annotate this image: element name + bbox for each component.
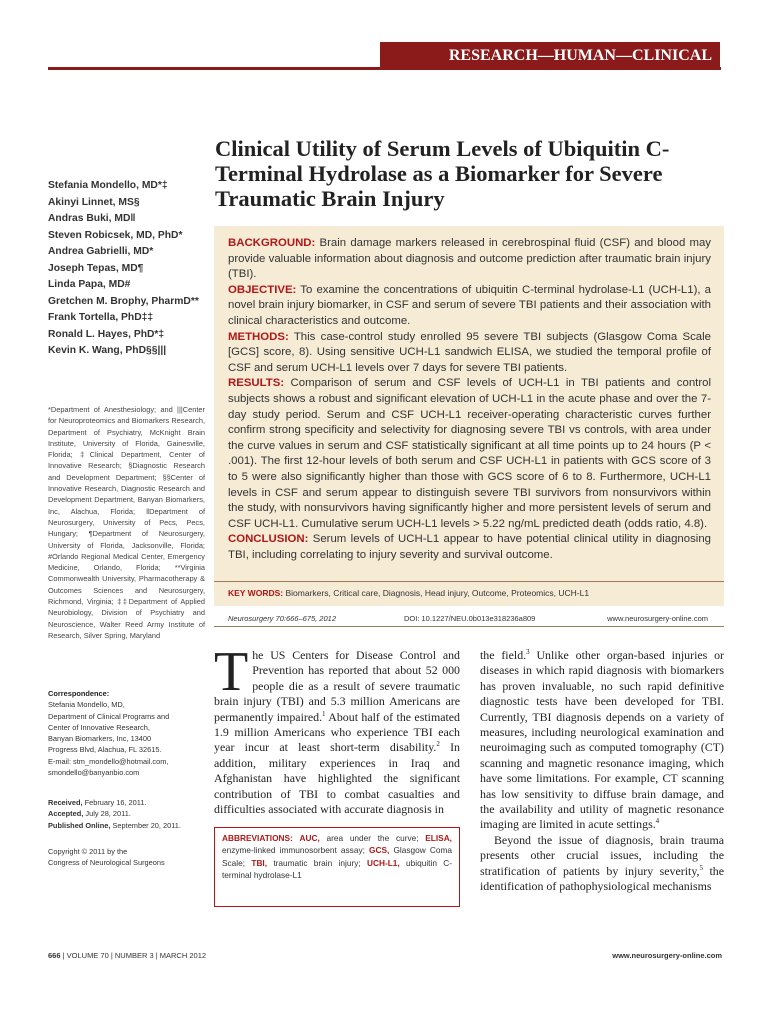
citation[interactable]: 2 bbox=[436, 740, 440, 749]
correspondence-email[interactable]: smondello@banyanbio.com bbox=[48, 768, 140, 778]
conclusion-label: CONCLUSION: bbox=[228, 533, 309, 546]
abbr-term: AUC, bbox=[299, 833, 320, 843]
author: Ronald L. Hayes, PhD*‡ bbox=[48, 328, 165, 340]
body-text: Unlike other organ-based injuries or diseases in which rapid diagnosis with biomarkers has proven invaluable, no such rapid definitive diagnostic tests have been developed for TBI. Currently, TBI diagnosis depends on a variety of measures, including neurological examination and neuroimaging such as computed tomography (CT) scanning and magnetic resonance imaging, which have some limitations. For example, CT scanning has low sensitivity to diffuse brain damage, and the availability and utility of magnetic resonance imaging are limited in acute settings. bbox=[480, 648, 725, 832]
correspondence-email[interactable]: E-mail: stm_mondello@hotmail.com, bbox=[48, 756, 169, 766]
keywords-text: Biomarkers, Critical care, Diagnosis, Head injury, Outcome, Proteomics, UCH-L1 bbox=[285, 588, 590, 598]
issue-date: MARCH 2012 bbox=[159, 951, 207, 960]
published-label: Published Online, bbox=[48, 820, 111, 830]
abbr-def: Glasgow Coma Scale; bbox=[222, 845, 452, 868]
body-text: In addition, military experiences in Iraq and Afghanistan have highlighted the significant contribution of TBI to combat casualties and difficulties associated with accurate diagnosis in bbox=[214, 740, 460, 817]
author: Frank Tortella, PhD‡‡ bbox=[48, 312, 154, 323]
body-text: About half of the estimated 1.9 million Americans who experience TBI each year incur at least short-term disability. bbox=[214, 709, 460, 755]
abbr-term: ELISA, bbox=[425, 833, 452, 843]
correspondence-line: Progress Blvd, Alachua, FL 32615. bbox=[48, 745, 162, 755]
background-label: BACKGROUND: bbox=[228, 237, 316, 249]
author: Kevin K. Wang, PhD§§||| bbox=[48, 345, 167, 356]
correspondence bbox=[48, 688, 208, 778]
abbr-def: enzyme-linked immunosorbent assay; bbox=[222, 845, 370, 856]
body-column-1 bbox=[214, 641, 460, 817]
copyright-line: Congress of Neurological Surgeons bbox=[48, 858, 165, 868]
received-label: Received, bbox=[48, 798, 83, 807]
abbreviations-box bbox=[214, 827, 460, 907]
body-text: he US Centers for Disease Control and Prevention has reported that about 52 000 people die as a result of severe traumatic brain injury (TBI) and 5.3 million Americans are permanently impaired. bbox=[214, 648, 460, 724]
citation[interactable]: 3 bbox=[526, 648, 530, 657]
keywords bbox=[228, 588, 711, 598]
drop-cap: T bbox=[214, 641, 249, 703]
author: Gretchen M. Brophy, PharmD** bbox=[48, 295, 199, 307]
affiliations: *Department of Anesthesiology; and |||Center for Neuroproteomics and Biomarkers Research, Department of Psychiatry, McKnight Brain Institute, University of Florida, Gainesville, Florida; ‡Clinical Department, Center of Innovative Research; §Diagnostic Research and Development Department; §§Center of Innovative Research, Diagnostic Research and Development Department, Banyan Biomarkers, Inc, Alachua, Florida; ‖Department of Neurosurgery, University of Pecs, Pecs, Hungary; ¶Department of Neurosurgery, University of Florida, Jacksonville, Florida; #Orlando Regional Medical Center, Emergency Medicine, Orlando, Florida; **Virginia Commonwealth University, Pharmacotherapy & Outcomes Sciences and Neurosurgery, Richmond, Virginia; ‡‡Department of Applied Neurobiology, Division of Psychiatry and Neuroscience, Walter Reed Army Institute of Research, Silver Spring, Maryland bbox=[48, 405, 205, 640]
author-list bbox=[48, 178, 213, 360]
body-text: the field. bbox=[480, 648, 527, 662]
page-number: 666 bbox=[48, 951, 61, 960]
meta-divider bbox=[214, 626, 724, 627]
results-label: RESULTS: bbox=[228, 377, 285, 390]
citation[interactable]: 1 bbox=[322, 709, 326, 718]
section-banner: RESEARCH—HUMAN—CLINICAL STUDIES bbox=[380, 42, 720, 69]
article-dates bbox=[48, 797, 213, 831]
conclusion-text: Serum levels of UCH-L1 appear to have potential clinical utility in diagnosing TBI, including correlating to injury severity and survival outcome. bbox=[228, 533, 711, 561]
accepted-label: Accepted, bbox=[48, 809, 84, 819]
citation[interactable]: 4 bbox=[655, 817, 660, 826]
doi[interactable]: DOI: 10.1227/NEU.0b013e318236a809 bbox=[404, 614, 536, 623]
accepted-date: July 28, 2011. bbox=[85, 809, 131, 819]
journal-citation: Neurosurgery 70:666–675, 2012 bbox=[228, 614, 336, 623]
abbr-def: ubiquitin C-terminal hydrolase-L1 bbox=[222, 857, 452, 881]
published-date: September 20, 2011. bbox=[112, 820, 181, 830]
citation[interactable]: 5 bbox=[699, 863, 703, 872]
body-column-2 bbox=[480, 648, 724, 895]
correspondence-line: Department of Clinical Programs and bbox=[48, 711, 170, 721]
volume: VOLUME 70 bbox=[66, 951, 109, 960]
author: Andrea Gabrielli, MD* bbox=[48, 246, 154, 257]
author: Linda Papa, MD# bbox=[48, 279, 131, 290]
correspondence-line: Stefania Mondello, MD, bbox=[48, 700, 125, 710]
methods-label: METHODS: bbox=[228, 330, 289, 343]
abbr-term: TBI, bbox=[251, 857, 268, 868]
page-footer: 666 | VOLUME 70 | NUMBER 3 | MARCH 2012 bbox=[48, 951, 207, 960]
author: Stefania Mondello, MD*‡ bbox=[48, 180, 168, 191]
objective-text: To examine the concentrations of ubiquitin C-terminal hydrolase-L1 (UCH-L1), a novel brain injury biomarker, in CSF and serum of severe TBI patients and their association with clinical characteristics and outcome. bbox=[228, 283, 711, 327]
copyright bbox=[48, 846, 208, 869]
abbreviations-label: ABBREVIATIONS: bbox=[222, 833, 293, 843]
body-text: Beyond the issue of diagnosis, brain trauma presents other crucial issues, including the stratification of patients by injury severity, bbox=[480, 832, 724, 878]
methods-text: This case-control study enrolled 95 severe TBI subjects (Glasgow Coma Scale [GCS] score, 8). Using sensitive UCH-L1 sandwich ELISA, we studied the temporal profile of CSF and serum UCH-L1 levels over 7 days for severe TBI patients. bbox=[228, 330, 712, 374]
author: Steven Robicsek, MD, PhD* bbox=[48, 229, 183, 241]
journal-website[interactable]: www.neurosurgery-online.com bbox=[607, 614, 708, 623]
received-date: February 16, 2011. bbox=[84, 798, 147, 807]
correspondence-line: Center of Innovative Research, bbox=[48, 722, 150, 732]
correspondence-line: Banyan Biomarkers, Inc, 13400 bbox=[48, 734, 152, 744]
issue-number: NUMBER 3 bbox=[114, 951, 154, 960]
objective-label: OBJECTIVE: bbox=[228, 283, 297, 296]
keywords-divider bbox=[214, 581, 724, 582]
abbr-def: area under the curve; bbox=[319, 833, 426, 843]
keywords-label: KEY WORDS: bbox=[228, 588, 284, 598]
body-text: the identification of pathophysiological mechanisms bbox=[480, 863, 725, 894]
abbr-def: traumatic brain injury; bbox=[267, 857, 367, 868]
results-text: Comparison of serum and CSF levels of UCH-L1 in TBI patients and control subjects shows a robust and significant elevation of UCH-L1 in the acute phase and over the 7-day study period. Serum and CSF UCH-L1 receiver-operating characteristic curves further confirm strong specificity and selectivity for diagnosing severe TBI vs controls, with area under the curve values in serum and CSF statistically significant at all time points up to 24 hours (P < .001). The first 12-hour levels of both serum and CSF UCH-L1 in patients with GCS score of 3 to 5 were also significantly higher than those with GCS score of 6 to 8. Furthermore, UCH-L1 levels in CSF and serum appear to distinguish severe TBI survivors from nonsurvivors within the study, with nonsurvivors having significantly higher and more persistent levels of serum and CSF UCH-L1. Cumulative serum UCH-L1 levels > 5.22 ng/mL predicted death (odds ratio, 4.8). bbox=[228, 377, 711, 530]
author: Akinyi Linnet, MS§ bbox=[48, 196, 140, 208]
abbr-term: UCH-L1, bbox=[366, 857, 400, 868]
author: Joseph Tepas, MD¶ bbox=[48, 262, 144, 274]
abstract-text bbox=[228, 236, 711, 563]
footer-website[interactable]: www.neurosurgery-online.com bbox=[612, 951, 722, 960]
correspondence-label: Correspondence: bbox=[48, 689, 110, 698]
background-text: Brain damage markers released in cerebrospinal fluid (CSF) and blood may provide valuable information about diagnosis and outcome prediction after traumatic brain injury (TBI). bbox=[228, 237, 711, 281]
abbr-term: GCS, bbox=[369, 845, 390, 856]
copyright-line: Copyright © 2011 by the bbox=[48, 847, 128, 856]
author: Andras Buki, MD‖ bbox=[48, 213, 136, 224]
article-title: Clinical Utility of Serum Levels of Ubiquitin C-Terminal Hydrolase as a Biomarker for Severe Traumatic Brain Injury bbox=[215, 136, 670, 211]
